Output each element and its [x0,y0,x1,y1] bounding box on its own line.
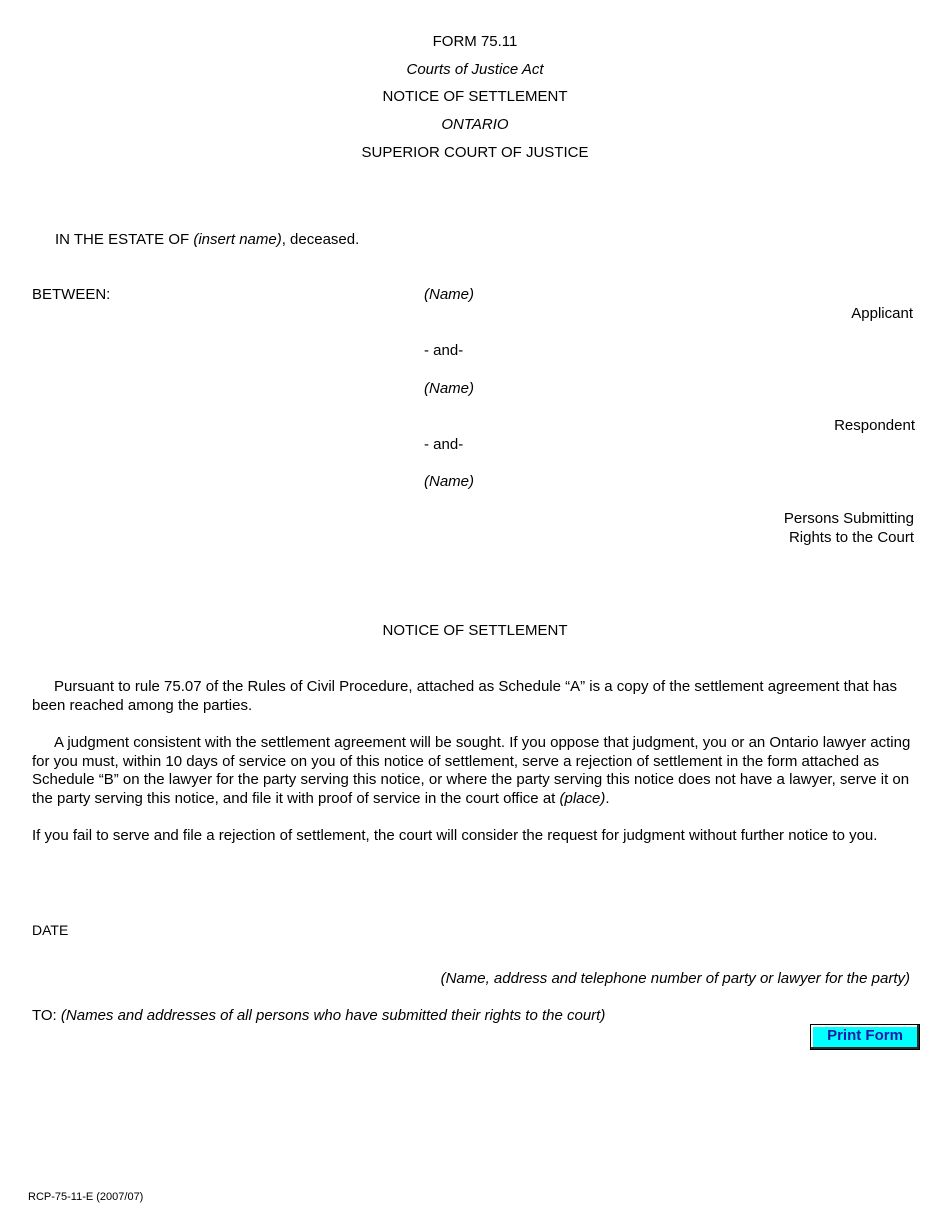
form-title: NOTICE OF SETTLEMENT [382,88,568,105]
persons-name-field[interactable]: (Name) [424,473,475,490]
and-separator-2: - and- [424,436,464,453]
recipients-field[interactable]: (Names and addresses of all persons who have submitted their rights to the court) [60,1007,606,1024]
to-label: TO: [32,1007,61,1024]
estate-suffix: , deceased. [281,231,360,248]
paragraph-judgment: A judgment consistent with the settlement agreement will be sought. If you oppose that judgment, you or an Ontario lawyer acting for you must, within 10 days of service on you of this notice of settlement, serve a rejection of settlement in the form attached as Schedule “B” on the lawyer for the party serving this notice, or where the party serving this notice does not have a lawyer, serve it on the party serving this notice, and file it with proof of service in the court office at (place). [32,734,911,807]
respondent-role: Respondent [834,417,915,434]
print-form-button[interactable]: Print Form [810,1024,920,1050]
estate-name-field[interactable]: (insert name) [193,231,282,248]
persons-role-line2: Rights to the Court [788,529,914,546]
paragraph-failure: If you fail to serve and file a rejection of settlement, the court will consider the request for judgment without further notice to you. [32,827,878,844]
section-title: NOTICE OF SETTLEMENT [382,622,568,639]
date-label: DATE [32,922,69,938]
court-name: SUPERIOR COURT OF JUSTICE [361,144,589,161]
act-name: Courts of Justice Act [406,61,544,78]
estate-line [55,231,359,249]
between-label: BETWEEN: [32,286,111,303]
applicant-role: Applicant [851,305,913,322]
place-field[interactable]: (place) [559,789,606,807]
applicant-name-field[interactable]: (Name) [424,286,475,303]
province: ONTARIO [441,116,509,133]
persons-role-line1: Persons Submitting [783,510,914,527]
form-number: FORM 75.11 [432,33,518,50]
paragraph-settlement-agreement: Pursuant to rule 75.07 of the Rules of Civil Procedure, attached as Schedule “A” is a copy of the settlement agreement that has been reached among the parties. [32,678,897,714]
respondent-name-field[interactable]: (Name) [424,380,475,397]
and-separator-1: - and- [424,342,464,359]
to-line [32,1007,605,1025]
form-code: RCP-75-11-E (2007/07) [28,1191,144,1203]
party-info-field[interactable]: (Name, address and telephone number of party or lawyer for the party) [440,970,910,987]
estate-prefix: IN THE ESTATE OF [55,231,194,248]
